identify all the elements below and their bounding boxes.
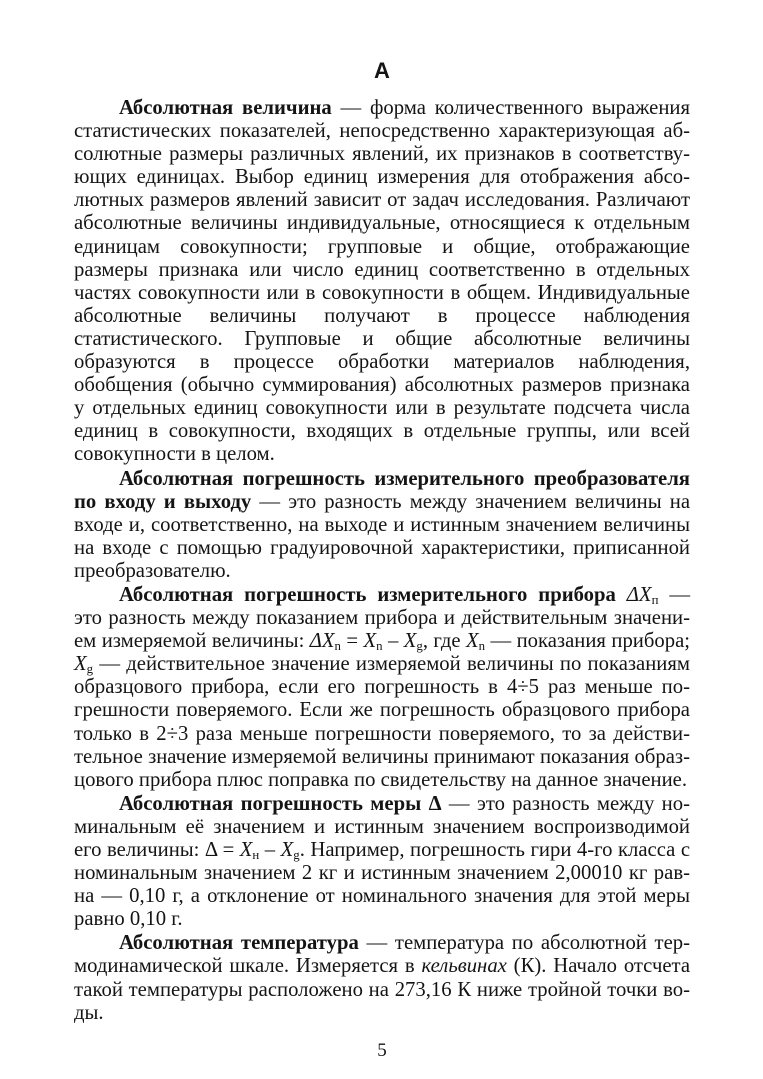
entry-definition: температура по абсолютной термодинамической шкале. Измеряется в [74, 932, 690, 978]
entry-symbol: $\Delta X_п$ [626, 583, 659, 608]
entry-transducer-error [74, 468, 690, 583]
entry-dash: — [441, 792, 477, 815]
entry-term: Абсолютная погрешность измерительного преобразователя по входу и выходу [74, 467, 690, 513]
formula: $X_н - X_g$ [239, 839, 300, 863]
entry-term: Абсолютная погрешность измерительного прибора [119, 583, 616, 606]
italic-term-kelvins: кельвинах [421, 955, 507, 978]
entry-term: Абсолютная погрешность меры Δ [119, 792, 442, 815]
entry-measure-error: Абсолютная погрешность меры Δ — это разность между номинальным её значением и истинным значением воспроизводимой его величины: $\Delta = X_н - X_g$. Например, погрешность гири 4-го класса с номинальным значением 2 кг и истинным значением 2,00010 кг равна — 0,10 г, а отклонение от номинального значения для этой меры равно 0,10 г. [74, 792, 691, 931]
variable-xg: X [74, 653, 87, 676]
entry-dash: — [331, 97, 371, 119]
page-number: 5 [377, 1040, 387, 1061]
entry-dash: — [658, 583, 691, 606]
entry-definition: это разность между значением величины на входе и, соответственно, на выходе и истинным значением величины на входе с помощью градуировочной характеристики, приписанной преобразователю. [74, 490, 691, 582]
entry-dash: — [358, 932, 395, 955]
entry-term: Абсолютная величина [119, 97, 332, 119]
formula: $\Delta X_n = X_n - X_g$ [309, 630, 423, 654]
entries-list [74, 97, 690, 1025]
entry-instrument-error: Абсолютная погрешность измерительного прибора $\Delta X_п$ — это разность между показанием прибора и действительным значением измеряемой величины: $\Delta X_n = X_n - X_g$, где $X_n$ — показания прибора; $X_g$ — действительное значение измеряемой величины по показаниям образцового прибора, если его погрешность в 4÷5 раз меньше погрешности поверяемого. Если же погрешность образцового прибора только в 2÷3 раза меньше погрешности поверяемого, то за действительное значение измеряемой величины принимают показания образцового прибора плюс поправка по свидетельству на данное значение. [74, 583, 691, 791]
entry-dash: — [251, 490, 289, 513]
variable-xn: X [466, 630, 479, 653]
entry-absolute-temperature: Абсолютная температура — температура по абсолютной термодинамической шкале. Измеряется в кельвинах (К). Начало отсчета такой температуры расположено на 273,16 К ниже тройной точки воды. [74, 932, 691, 1024]
entry-term: Абсолютная температура [119, 932, 359, 955]
entry-definition: это разность между номинальным её значением и истинным значением воспроизводимой его величины: Δ = [74, 792, 690, 861]
entry-definition: форма количественного выражения статистических показателей, непосредственно характеризующая абсолютные размеры различных явлений, их признаков в соответствующих единицах. Выбор единиц измерения для отображения абсолютных размеров явлений зависит от задач исследования. Различают абсолютные величины индивидуальные, относящиеся к отдельным единицам совокупности; групповые и общие, отображающие размеры признака или число единиц соответственно в отдельных частях совокупности или в совокупности в общем. Индивидуальные абсолютные величины получают в процессе наблюдения статистического. Групповые и общие абсолютные величины образуются в процессе обработки материалов наблюдения, обобщения (обычно суммирования) абсолютных размеров признака у отдельных единиц совокупности или в результате подсчета числа единиц в совокупности, входящих в отдельные группы, или всей совокупности в целом. [74, 97, 690, 466]
section-letter-heading: А [374, 58, 390, 83]
entry-absolute-value [74, 97, 690, 467]
entry-definition: это разность между показанием прибора и действительным значением измеряемой величины: [74, 607, 690, 653]
